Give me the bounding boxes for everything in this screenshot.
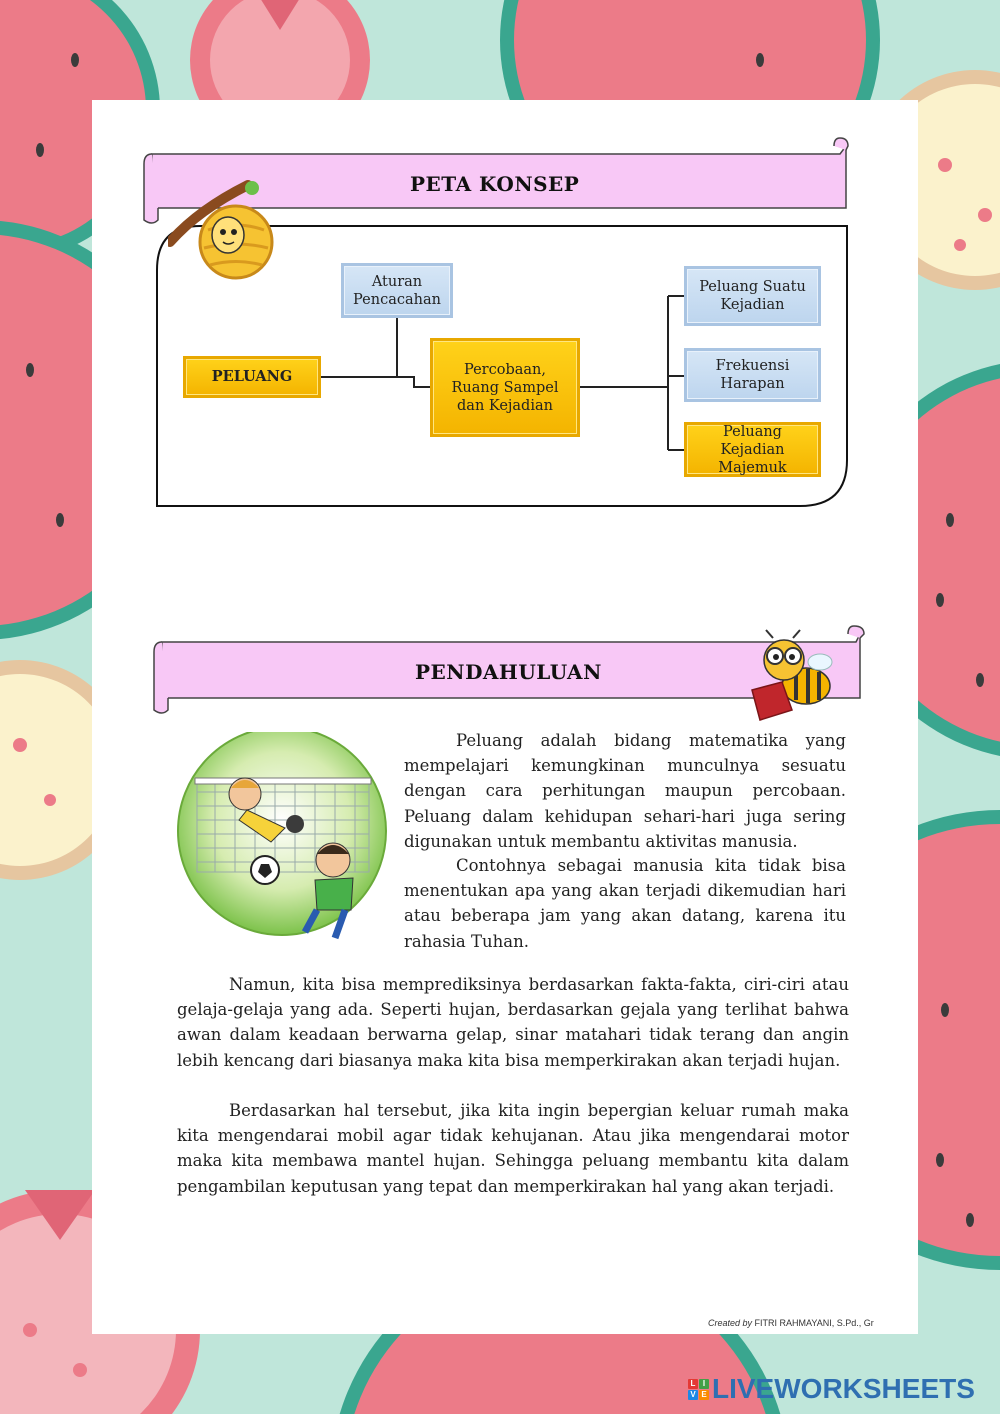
node-peluang-kejadian-majemuk: Peluang Kejadian Majemuk [684, 422, 821, 477]
node-frekuensi-harapan: Frekuensi Harapan [684, 348, 821, 402]
bee-hive-icon [168, 170, 278, 285]
author-credit: Created by FITRI RAHMAYANI, S.Pd., Gr [708, 1318, 874, 1328]
reading-bee-icon [748, 628, 838, 723]
liveworksheets-logo-icon: L I V E [688, 1379, 709, 1400]
node-aturan-pencacahan: Aturan Pencacahan [341, 263, 453, 318]
intro-paragraph-2: Contohnya sebagai manusia kita tidak bisa menentukan apa yang akan terjadi dikemudian hari atau beberapa jam yang akan datang, karena itu rahasia Tuhan. [404, 856, 846, 951]
intro-title: PENDAHULUAN [415, 660, 602, 684]
node-peluang-suatu-kejadian: Peluang Suatu Kejadian [684, 266, 821, 326]
intro-paragraph-1: Peluang adalah bidang matematika yang mempelajari kemungkinan munculnya sesuatu dengan cara perhitungan maupun percobaan. Peluang dalam kehidupan sehari-hari juga sering digunakan untuk membantu aktivitas manusia. [404, 731, 846, 851]
intro-paragraph-4: Berdasarkan hal tersebut, jika kita ingin bepergian keluar rumah maka kita mengendarai mobil agar tidak kehujanan. Atau jika mengendarai motor maka kita membawa mantel hujan. Sehingga peluang membantu kita dalam pengambilan keputusan yang tepat dan memperkirakan hal yang akan terjadi. [177, 1101, 849, 1196]
kids-playing-soccer-illustration [175, 732, 395, 947]
concept-map-title: PETA KONSEP [410, 172, 580, 196]
intro-paragraph-3: Namun, kita bisa memprediksinya berdasarkan fakta-fakta, ciri-ciri atau gelaja-gelaja yang ada. Seperti hujan, berdasarkan gejala yang terlihat bahwa awan dalam keadaan berwarna gelap, sinar matahari tidak terang dan angin lebih kencang dari biasanya maka kita bisa memperkirakan akan terjadi hujan. [177, 975, 849, 1070]
liveworksheets-brand[interactable] [688, 1373, 975, 1405]
node-peluang: PELUANG [183, 356, 321, 398]
liveworksheets-wordmark: LIVEWORKSHEETS [712, 1373, 975, 1404]
node-percobaan: Percobaan, Ruang Sampel dan Kejadian [430, 338, 580, 437]
